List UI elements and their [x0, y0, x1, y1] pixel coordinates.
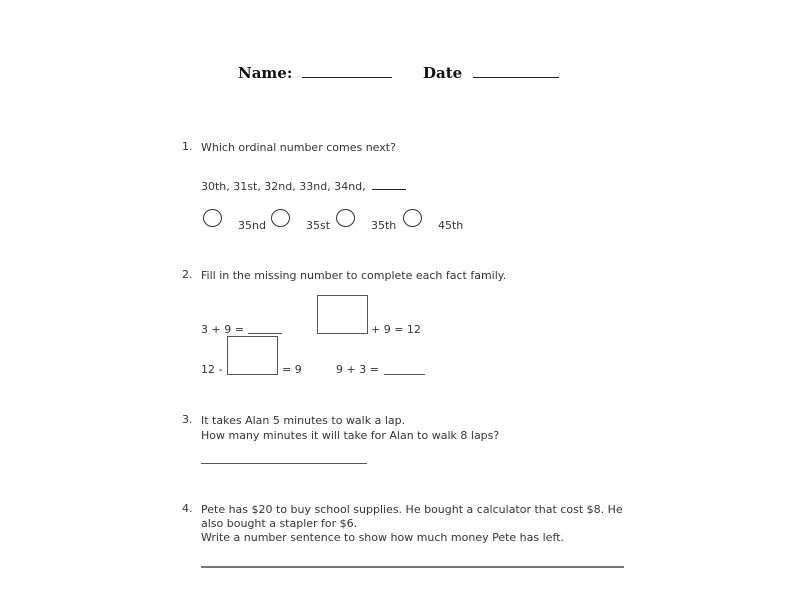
- equation-1: 3 + 9 =: [201, 323, 244, 336]
- question-prompt: Fill in the missing number to complete each fact family.: [201, 269, 507, 282]
- sequence-text: 30th, 31st, 32nd, 33nd, 34nd,: [201, 180, 366, 193]
- question-number: 4.: [182, 502, 193, 515]
- question-number: 2.: [182, 268, 193, 281]
- name-label: Name:: [238, 64, 293, 82]
- date-label: Date: [423, 64, 463, 82]
- question-line-2: How many minutes it will take for Alan to walk 8 laps?: [201, 429, 500, 442]
- answer-line[interactable]: [201, 566, 624, 568]
- radio-option-4[interactable]: [403, 209, 422, 227]
- question-prompt: Which ordinal number comes next?: [201, 141, 396, 154]
- question-line-2: also bought a stapler for $6.: [201, 517, 358, 530]
- option-label-4: 45th: [438, 219, 464, 232]
- question-number: 1.: [182, 140, 193, 153]
- radio-option-2[interactable]: [271, 209, 290, 227]
- option-label-2: 35st: [306, 219, 331, 232]
- date-field: [423, 64, 559, 82]
- equation-4: 9 + 3 =: [336, 363, 379, 376]
- ordinal-sequence: [201, 179, 406, 195]
- date-blank[interactable]: [473, 77, 559, 78]
- answer-box-1[interactable]: [317, 295, 368, 334]
- name-blank[interactable]: [302, 77, 392, 78]
- question-line-1: Pete has $20 to buy school supplies. He bought a calculator that cost $8. He: [201, 503, 623, 516]
- question-number: 3.: [182, 413, 193, 426]
- equation-1-blank[interactable]: [248, 333, 282, 334]
- question-line-1: It takes Alan 5 minutes to walk a lap.: [201, 414, 406, 427]
- answer-line[interactable]: [201, 463, 367, 464]
- option-label-1: 35nd: [238, 219, 266, 232]
- radio-option-3[interactable]: [336, 209, 355, 227]
- name-field: [238, 64, 392, 82]
- question-line-3: Write a number sentence to show how much money Pete has left.: [201, 531, 564, 544]
- option-label-3: 35th: [371, 219, 397, 232]
- equation-4-blank[interactable]: [384, 374, 425, 375]
- equation-3-suffix: = 9: [282, 363, 302, 376]
- answer-box-2[interactable]: [227, 336, 278, 375]
- sequence-blank: [372, 189, 406, 190]
- equation-3-prefix: 12 -: [201, 363, 223, 376]
- radio-option-1[interactable]: [203, 209, 222, 227]
- equation-2-suffix: + 9 = 12: [371, 323, 421, 336]
